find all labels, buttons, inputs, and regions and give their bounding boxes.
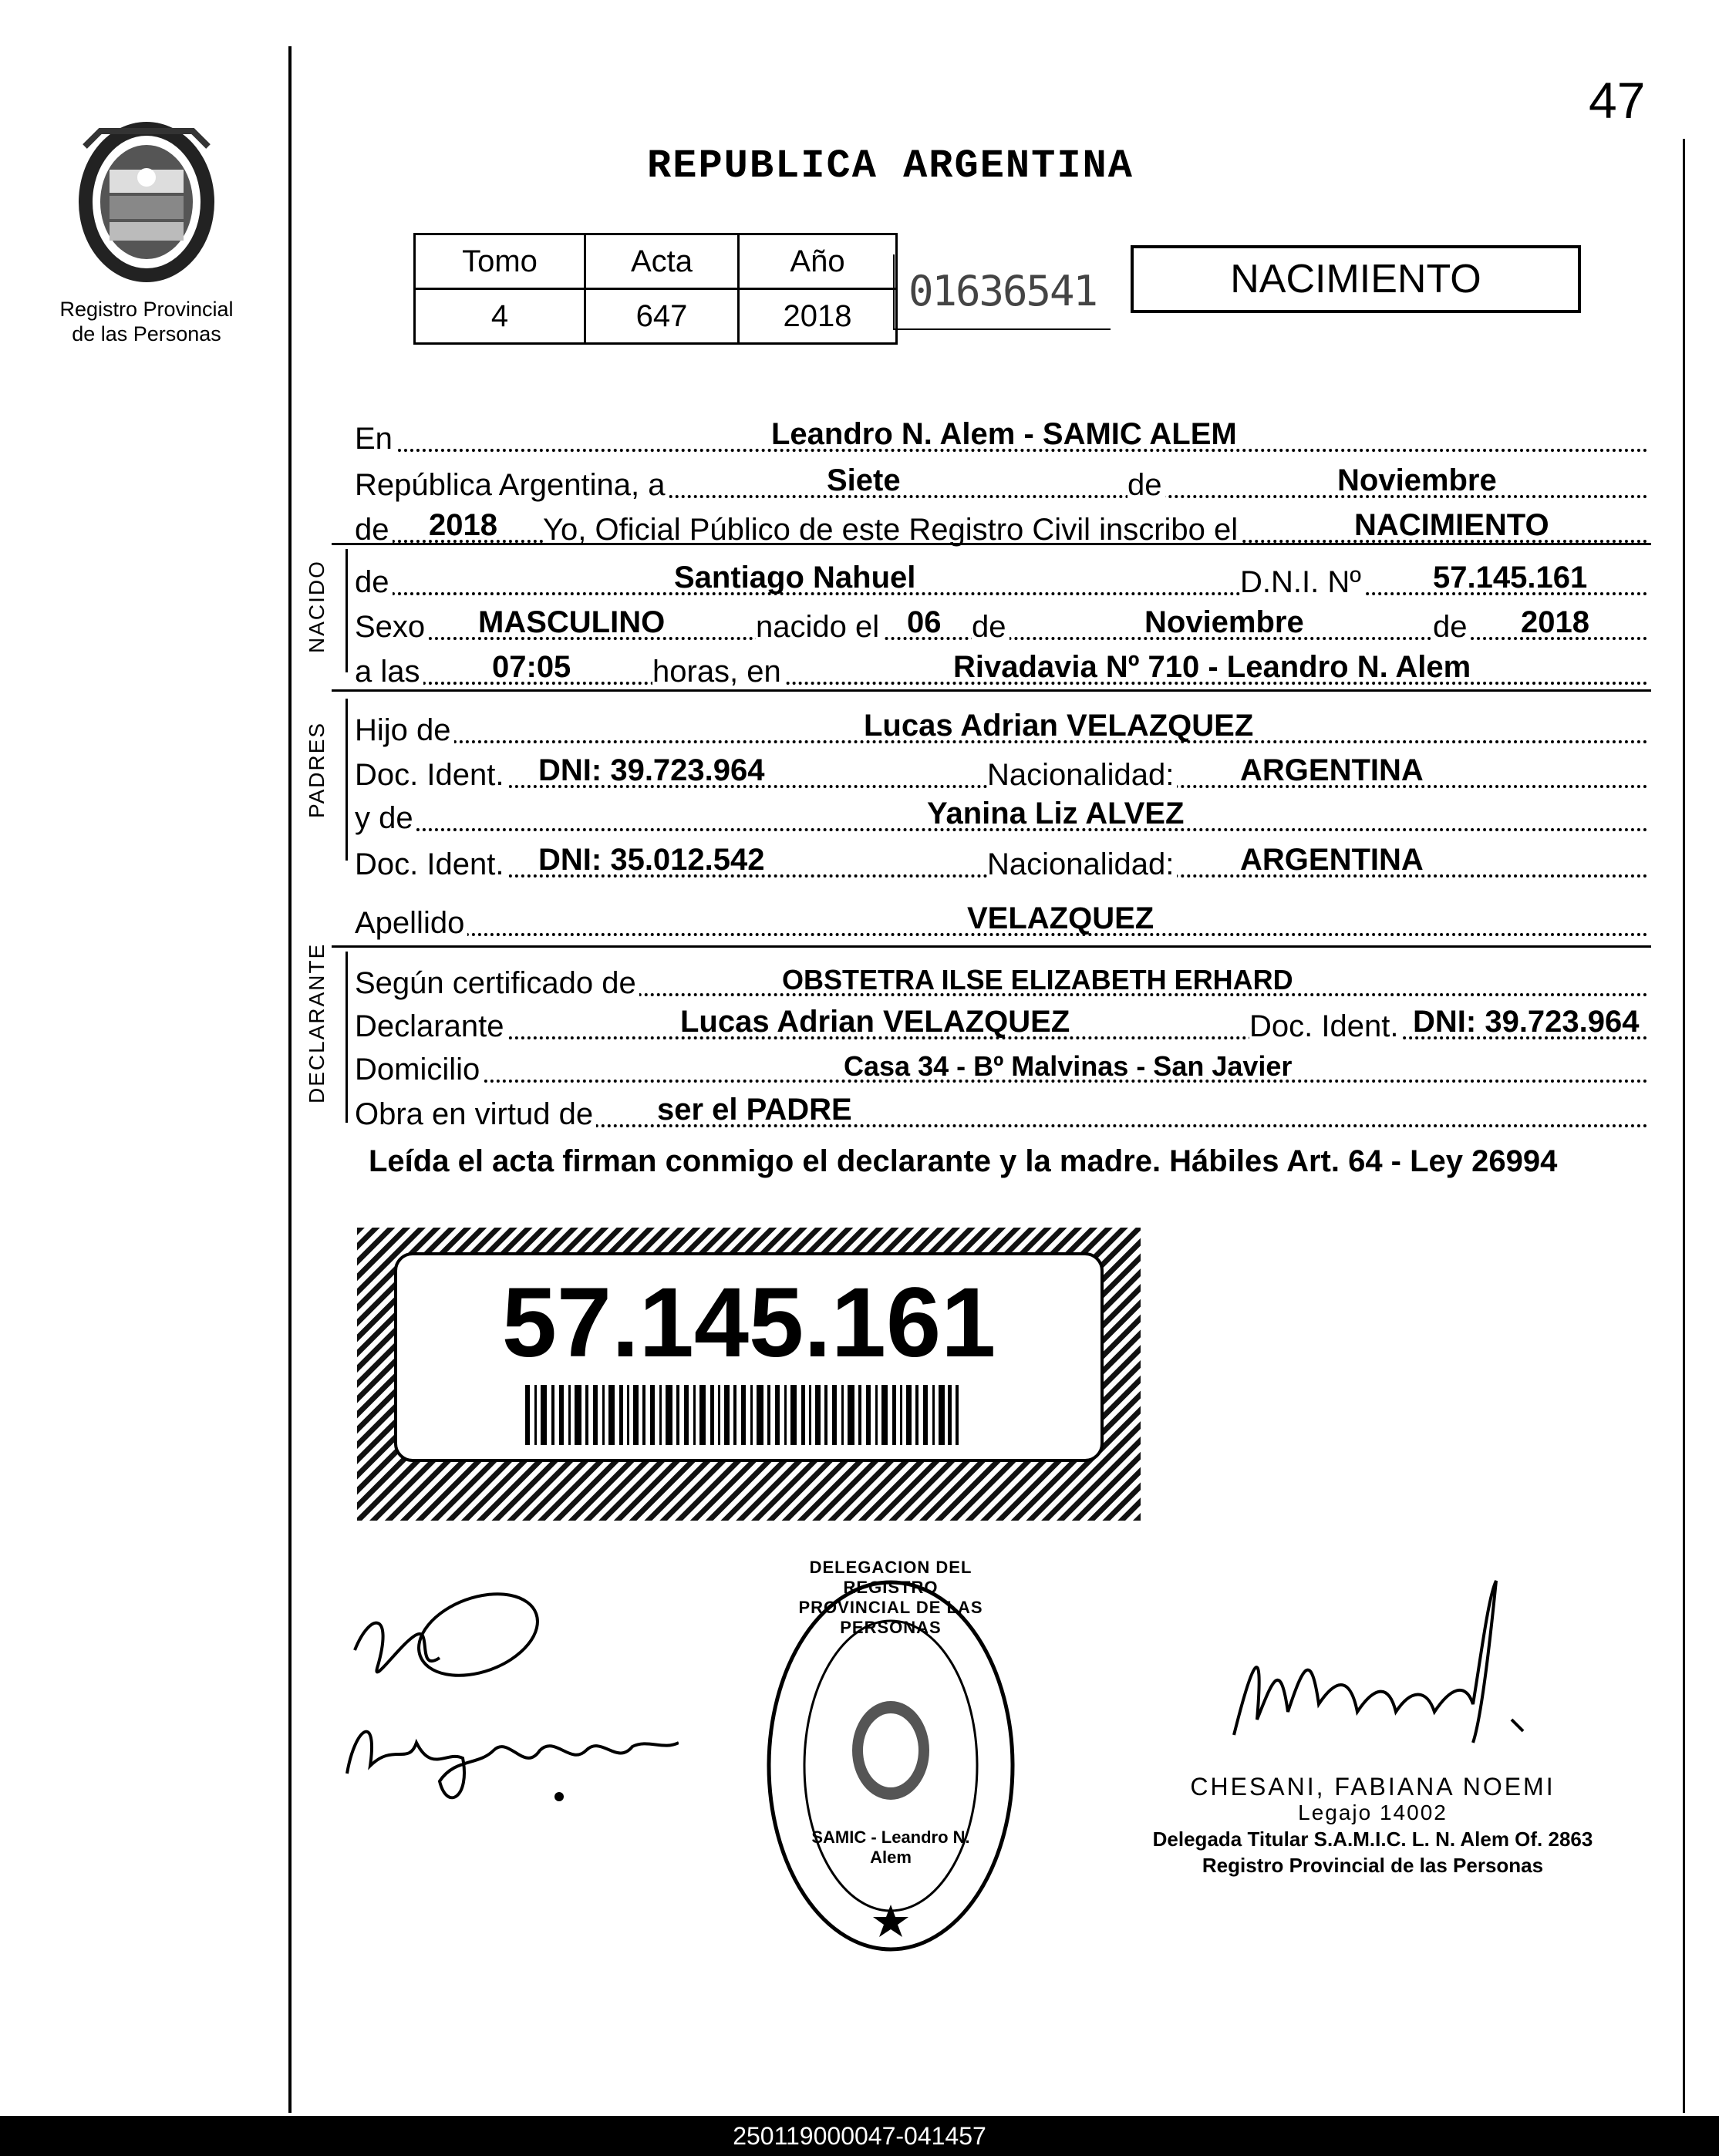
obra-label: Obra en virtud de xyxy=(355,1097,596,1132)
officer-role: Delegada Titular S.A.M.I.C. L. N. Alem Of. 2863 xyxy=(1152,1828,1593,1851)
row-hora xyxy=(355,642,1648,689)
birth-day: 06 xyxy=(907,605,942,639)
divider-2 xyxy=(332,689,1651,692)
dom-label: Domicilio xyxy=(355,1053,483,1087)
decl-doc: DNI: 39.723.964 xyxy=(1413,1005,1640,1039)
de-label-3: de xyxy=(1433,610,1471,645)
de-name-label: de xyxy=(355,565,393,600)
officer-legajo: Legajo 14002 xyxy=(1298,1801,1448,1824)
child-name: Santiago Nahuel xyxy=(674,561,916,595)
birth-year: 2018 xyxy=(1521,605,1589,639)
row-sexo xyxy=(355,597,1648,644)
header-ano: Año xyxy=(739,234,897,289)
doc-label-2: Doc. Ident. xyxy=(355,847,507,882)
yde-label: y de xyxy=(355,801,416,836)
row-domicilio xyxy=(355,1039,1648,1086)
serial-number: 01636541 xyxy=(893,254,1111,330)
logo-caption-line-2: de las Personas xyxy=(72,322,221,345)
row-name xyxy=(355,552,1648,599)
row-declarante xyxy=(355,996,1648,1043)
padres-bar xyxy=(345,699,348,861)
document-title: REPUBLICA ARGENTINA xyxy=(647,143,1134,189)
cert-label: Según certificado de xyxy=(355,966,639,1001)
record-table xyxy=(413,233,898,345)
row-obra xyxy=(355,1084,1648,1131)
province-seal-icon xyxy=(69,116,224,293)
row-en xyxy=(355,409,1648,456)
mother-name: Yanina Liz ALVEZ xyxy=(927,797,1185,830)
row-yde xyxy=(355,788,1648,835)
stamp-outer-text: DELEGACION DEL REGISTRO PROVINCIAL DE LAS PERSONAS xyxy=(798,1558,983,1637)
nacido-el-label: nacido el xyxy=(756,610,882,645)
header-tomo: Tomo xyxy=(415,234,585,289)
mother-doc: DNI: 35.012.542 xyxy=(538,843,765,877)
month-value: Noviembre xyxy=(1337,463,1497,497)
logo-caption-line-1: Registro Provincial xyxy=(59,298,234,321)
en-label: En xyxy=(355,422,396,456)
row-certificado xyxy=(355,953,1648,1000)
value-ano: 2018 xyxy=(739,289,897,344)
hijo-label: Hijo de xyxy=(355,713,454,748)
decl-doc-label: Doc. Ident. xyxy=(1249,1009,1401,1044)
header-acta: Acta xyxy=(585,234,739,289)
nacionalidad-label-2: Nacionalidad: xyxy=(987,847,1177,882)
declarant-signature xyxy=(324,1581,679,1835)
day-value: Siete xyxy=(827,463,901,497)
record-type-box: NACIMIENTO xyxy=(1131,245,1581,313)
republica-label: República Argentina, a xyxy=(355,468,669,503)
dni-label: D.N.I. Nº xyxy=(1240,565,1364,600)
right-margin-line xyxy=(1683,139,1685,2113)
decl-value: Lucas Adrian VELAZQUEZ xyxy=(680,1005,1070,1039)
sexo-label: Sexo xyxy=(355,610,428,645)
registry-stamp xyxy=(763,1558,1018,1959)
row-father-doc xyxy=(355,745,1648,792)
apellido-value: VELAZQUEZ xyxy=(967,901,1154,935)
inscribo-label: Yo, Oficial Público de este Registro Civil inscribo el xyxy=(543,513,1241,547)
row-mother-doc xyxy=(355,834,1648,881)
apellido-label: Apellido xyxy=(355,906,467,941)
a-las-label: a las xyxy=(355,655,423,689)
en-value: Leandro N. Alem - SAMIC ALEM xyxy=(771,417,1237,451)
birth-place: Rivadavia Nº 710 - Leandro N. Alem xyxy=(953,650,1471,684)
act-value: NACIMIENTO xyxy=(1354,508,1549,542)
divider-3 xyxy=(332,945,1651,948)
nacido-bar xyxy=(345,549,348,672)
value-tomo: 4 xyxy=(415,289,585,344)
nacido-section-label: NACIDO xyxy=(305,560,329,653)
dni-big-number: 57.145.161 xyxy=(501,1268,996,1378)
doc-label: Doc. Ident. xyxy=(355,758,507,793)
child-dni: 57.145.161 xyxy=(1433,561,1588,595)
row-hijo xyxy=(355,700,1648,747)
officer-block xyxy=(1141,1774,1604,1878)
father-nationality: ARGENTINA xyxy=(1240,753,1424,787)
nacionalidad-label: Nacionalidad: xyxy=(987,758,1177,793)
father-doc: DNI: 39.723.964 xyxy=(538,753,765,787)
birth-month: Noviembre xyxy=(1144,605,1304,639)
declarante-bar xyxy=(345,952,348,1123)
footer-barcode-id: 250119000047-041457 xyxy=(0,2116,1719,2156)
officer-org: Registro Provincial de las Personas xyxy=(1202,1854,1544,1877)
page-number: 47 xyxy=(1589,72,1646,129)
value-acta: 647 xyxy=(585,289,739,344)
cert-value: OBSTETRA ILSE ELIZABETH ERHARD xyxy=(782,964,1293,995)
mother-nationality: ARGENTINA xyxy=(1240,843,1424,877)
row-apellido xyxy=(355,893,1648,940)
closing-note: Leída el acta firman conmigo el declarante y la madre. Hábiles Art. 64 - Ley 26994 xyxy=(369,1144,1558,1178)
dom-value: Casa 34 - Bº Malvinas - San Javier xyxy=(844,1050,1293,1082)
de-label: de xyxy=(1127,468,1165,503)
row-date xyxy=(355,455,1648,502)
de-label-2: de xyxy=(972,610,1009,645)
father-name: Lucas Adrian VELAZQUEZ xyxy=(864,709,1254,743)
row-year xyxy=(355,500,1648,547)
declarante-section-label: DECLARANTE xyxy=(305,942,329,1103)
year-value: 2018 xyxy=(429,508,497,542)
decl-label: Declarante xyxy=(355,1009,507,1044)
left-margin-line xyxy=(288,46,292,2113)
dni-number-card xyxy=(357,1228,1141,1521)
de2-label: de xyxy=(355,513,393,547)
horas-label: horas, en xyxy=(652,655,784,689)
birth-time: 07:05 xyxy=(492,650,571,684)
stamp-inner-text: SAMIC - Leandro N. Alem xyxy=(811,1828,970,1867)
officer-name: CHESANI, FABIANA NOEMI xyxy=(1190,1773,1556,1801)
obra-value: ser el PADRE xyxy=(657,1093,852,1127)
padres-section-label: PADRES xyxy=(305,721,329,818)
officer-signature xyxy=(1218,1565,1542,1766)
divider-1 xyxy=(332,543,1651,545)
sexo-value: MASCULINO xyxy=(478,605,666,639)
